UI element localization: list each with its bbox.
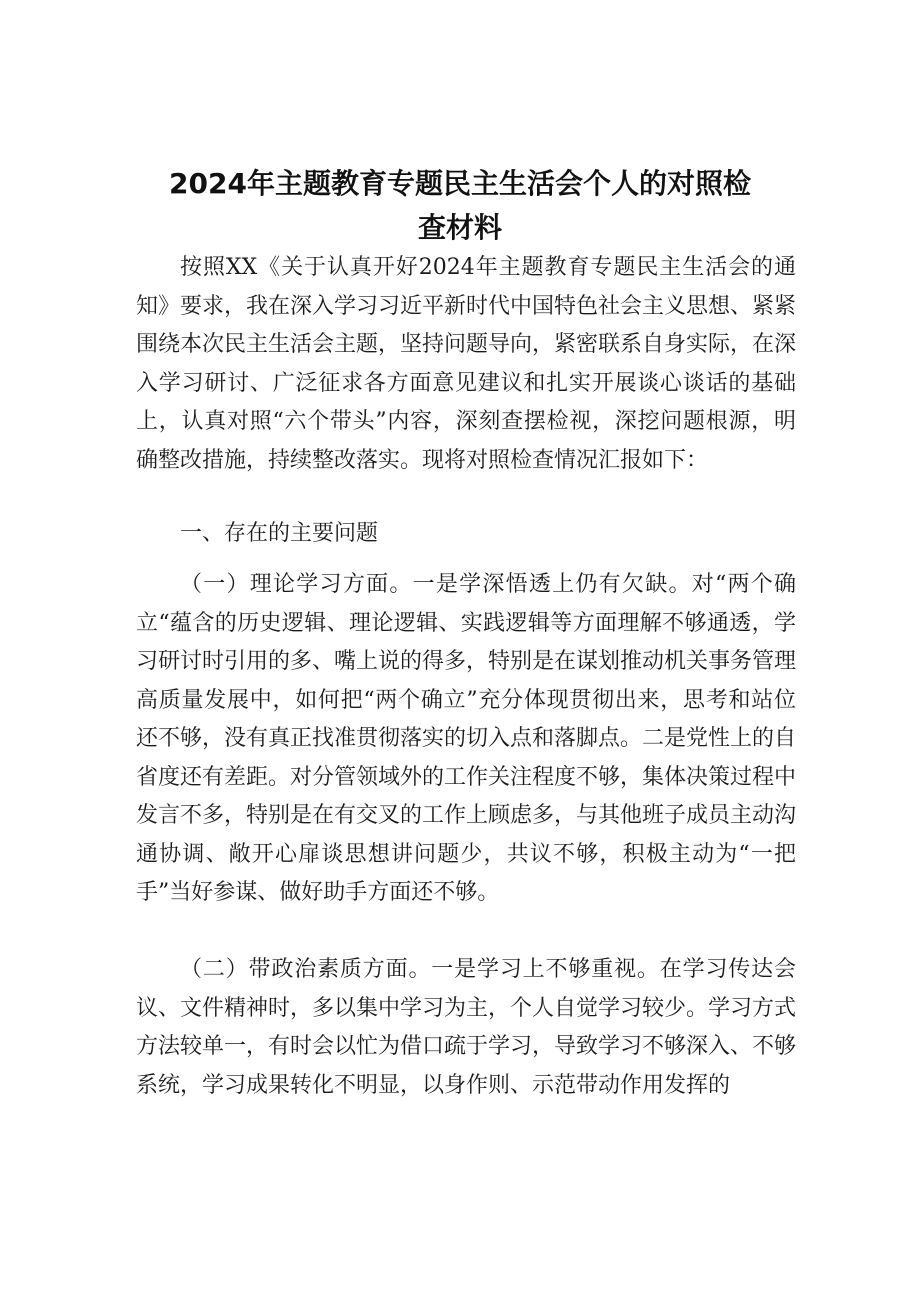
document-title [150,162,770,250]
title-line-2: 查材料 [417,211,502,244]
section-2-paragraph: （二）带政治素质方面。一是学习上不够重视。在学习传达会议、文件精神时，多以集中学习为主，个人自觉学习较少。学习方式方法较单一，有时会以忙为借口疏于学习，导致学习不够深入、不够系统，学习成果转化不明显，以身作则、示范带动作用发挥的 [136,957,797,1098]
title-line-1: 2024年主题教育专题民主生活会个人的对照检 [169,167,751,200]
section-2-block [136,951,796,1105]
section-heading-main-problems: 一、存在的主要问题 [180,521,379,546]
intro-paragraph-block [136,249,796,480]
intro-paragraph: 按照XX《关于认真开好2024年主题教育专题民主生活会的通知》要求，我在深入学习习近平新时代中国特色社会主义思想、紧紧围绕本次民主生活会主题，坚持问题导向，紧密联系自身实际，在深入学习研讨、广泛征求各方面意见建议和扎实开展谈心谈话的基础上，认真对照“六个带头”内容，深刻查摆检视，深挖问题根源，明确整改措施，持续整改落实。现将对照检查情况汇报如下： [136,255,797,473]
section-1-block [136,566,796,913]
section-1-paragraph: （一）理论学习方面。一是学深悟透上仍有欠缺。对“两个确立“蕴含的历史逻辑、理论逻辑、实践逻辑等方面理解不够通透，学习研讨时引用的多、嘴上说的得多，特别是在谋划推动机关事务管理高质量发展中，如何把“两个确立”充分体现贯彻出来，思考和站位还不够，没有真正找准贯彻落实的切入点和落脚点。二是党性上的自省度还有差距。对分管领域外的工作关注程度不够，集体决策过程中发言不多，特别是在有交叉的工作上顾虑多，与其他班子成员主动沟通协调、敞开心扉谈思想讲问题少，共议不够，积极主动为“一把手”当好参谋、做好助手方面还不够。 [136,572,797,905]
